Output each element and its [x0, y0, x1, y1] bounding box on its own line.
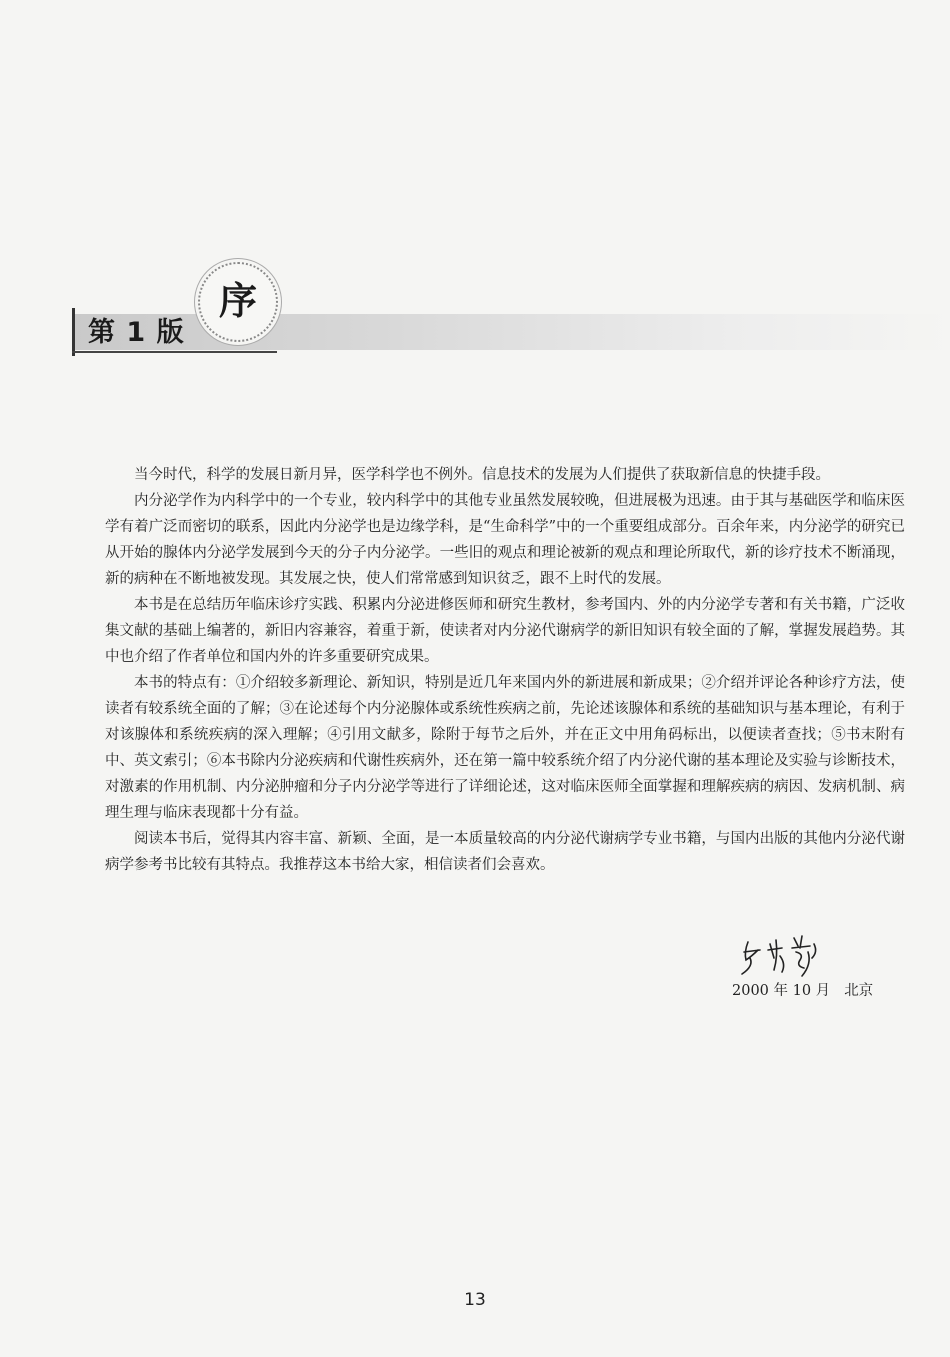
handwritten-signature — [730, 930, 850, 980]
section-title: 序 — [218, 279, 257, 323]
paragraph: 本书是在总结历年临床诊疗实践、积累内分泌进修医师和研究生教材，参考国内、外的内分泌学专著和有关书籍，广泛收集文献的基础上编著的，新旧内容兼容，着重于新，使读者对内分泌代谢病学的新旧知识有较全面的了解，掌握发展趋势。其中也介绍了作者单位和国内外的许多重要研究成果。 — [105, 597, 905, 665]
signature-date-place — [732, 980, 873, 1002]
paragraph: 当今时代，科学的发展日新月异，医学科学也不例外。信息技术的发展为人们提供了获取新信息的快捷手段。 — [134, 467, 830, 483]
page-number: 13 — [464, 1290, 486, 1310]
signature-date: 2000 年 10 月 — [732, 983, 831, 999]
paragraph: 本书的特点有：①介绍较多新理论、新知识，特别是近几年来国内外的新进展和新成果；②介绍并评论各种诊疗方法，使读者有较系统全面的了解；③在论述每个内分泌腺体或系统性疾病之前，先论述该腺体和系统的基础知识与基本理论，有利于对该腺体和系统疾病的深入理解；④引用文献多，除附于每节之后外，并在正文中用角码标出，以便读者查找；⑤书末附有中、英文索引；⑥本书除内分泌疾病和代谢性疾病外，还在第一篇中较系统介绍了内分泌代谢的基本理论及实验与诊断技术，对激素的作用机制、内分泌肿瘤和分子内分泌学等进行了详细论述，这对临床医师全面掌握和理解疾病的病因、发病机制、病理生理与临床表现都十分有益。 — [105, 675, 905, 821]
paragraph: 内分泌学作为内科学中的一个专业，较内科学中的其他专业虽然发展较晚，但进展极为迅速。由于其与基础医学和临床医学有着广泛而密切的联系，因此内分泌学也是边缘学科，是“生命科学”中的一个重要组成部分。百余年来，内分泌学的研究已从开始的腺体内分泌学发展到今天的分子内分泌学。一些旧的观点和理论被新的观点和理论所取代，新的诊疗技术不断涌现，新的病种在不断地被发现。其发展之快，使人们常常感到知识贫乏，跟不上时代的发展。 — [105, 493, 905, 587]
banner-left-rule — [72, 308, 75, 356]
paragraph: 阅读本书后，觉得其内容丰富、新颖、全面，是一本质量较高的内分泌代谢病学专业书籍，与国内出版的其他内分泌代谢病学参考书比较有其特点。我推荐这本书给大家，相信读者们会喜欢。 — [105, 831, 905, 873]
signature-place: 北京 — [844, 983, 874, 999]
preface-body — [105, 462, 905, 878]
edition-label: 第 1 版 — [88, 317, 185, 348]
